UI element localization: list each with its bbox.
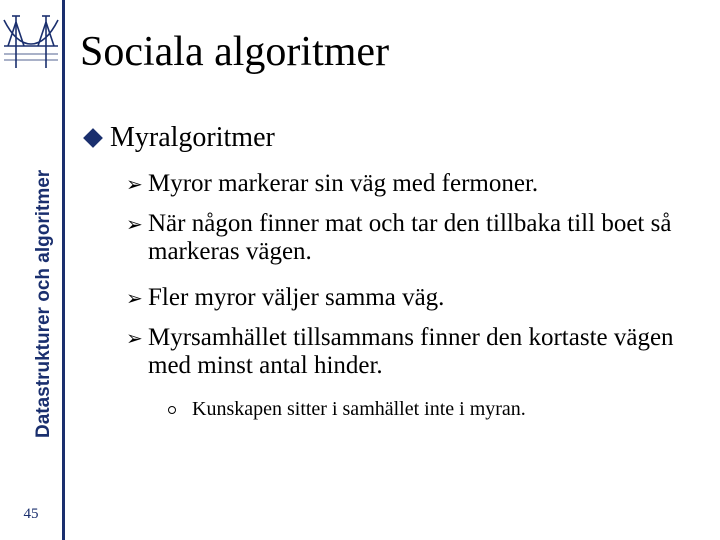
sidebar (0, 0, 62, 540)
bullet-level2-text: Fler myror väljer samma väg. (148, 284, 445, 311)
bullet-level2 (126, 324, 706, 380)
arrow-bullet-icon: ➢ (126, 286, 143, 310)
bullet-level1-text: Myralgoritmer (110, 122, 275, 153)
circle-bullet-icon (168, 406, 176, 414)
bullet-level2-text: När någon finner mat och tar den tillbaka till boet så markeras vägen. (148, 210, 672, 265)
bullet-level2-text: Myror markerar sin väg med fermoner. (148, 170, 539, 197)
bridge-logo-icon (2, 10, 60, 72)
arrow-bullet-icon: ➢ (126, 326, 143, 350)
course-title: Datastrukturer och algoritmer (33, 169, 54, 438)
sidebar-divider (62, 0, 65, 540)
bullet-level2 (126, 170, 706, 198)
bullet-level2-text: Myrsamhället tillsammans finner den kortaste vägen med minst antal hinder. (148, 324, 674, 379)
arrow-bullet-icon: ➢ (126, 172, 143, 196)
bullet-level2 (126, 210, 706, 266)
page-number: 45 (23, 506, 39, 522)
bullet-level1 (80, 122, 275, 154)
bullet-level3 (168, 398, 526, 421)
arrow-bullet-icon: ➢ (126, 212, 143, 236)
bullet-level2 (126, 284, 706, 312)
slide-title: Sociala algoritmer (80, 29, 390, 75)
bullet-level3-text: Kunskapen sitter i samhället inte i myran. (192, 398, 526, 420)
diamond-bullet-icon (83, 128, 103, 148)
